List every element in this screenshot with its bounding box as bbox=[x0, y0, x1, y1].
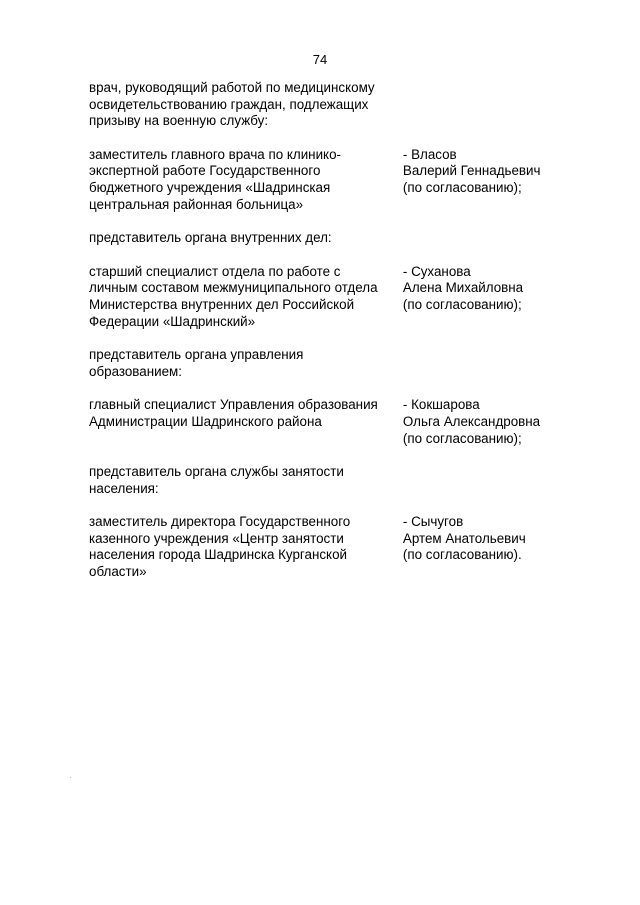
section-education bbox=[89, 347, 569, 447]
scan-speck bbox=[70, 777, 71, 778]
member-name: - Кокшарова Ольга Александровна (по согласованию); bbox=[402, 397, 541, 446]
member-row bbox=[89, 147, 569, 213]
page-number: 74 bbox=[312, 52, 328, 67]
member-position: главный специалист Управления образования Администрации Шадринского района bbox=[89, 397, 378, 429]
member-name: - Суханова Алена Михайловна (по согласованию); bbox=[402, 263, 524, 312]
member-row bbox=[89, 397, 569, 447]
member-name: - Сычугов Артем Анатольевич (по согласованию). bbox=[402, 514, 526, 563]
member-position: заместитель директора Государственного казенного учреждения «Центр занятости населения города Шадринска Курганской области» bbox=[89, 514, 351, 580]
section-heading: врач, руководящий работой по медицинскому освидетельствованию граждан, подлежащих призыву на военную службу: bbox=[89, 80, 375, 129]
commission-list bbox=[89, 80, 569, 581]
section-heading: представитель органа управления образованием: bbox=[89, 347, 304, 379]
section-medical bbox=[89, 80, 569, 213]
section-heading: представитель органа внутренних дел: bbox=[89, 230, 332, 246]
section-heading: представитель органа службы занятости населения: bbox=[89, 464, 344, 496]
section-internal-affairs bbox=[89, 230, 569, 330]
member-row bbox=[89, 264, 569, 330]
member-position: заместитель главного врача по клинико- экспертной работе Государственного бюджетного учреждения «Шадринская центральная районная больница» bbox=[89, 146, 341, 212]
member-row bbox=[89, 514, 569, 580]
member-name: - Власов Валерий Геннадьевич (по согласованию); bbox=[402, 146, 541, 195]
member-position: старший специалист отдела по работе с личным составом межмуниципального отдела Министерства внутренних дел Российской Федерации «Шадринский» bbox=[89, 263, 378, 329]
section-employment bbox=[89, 464, 569, 581]
